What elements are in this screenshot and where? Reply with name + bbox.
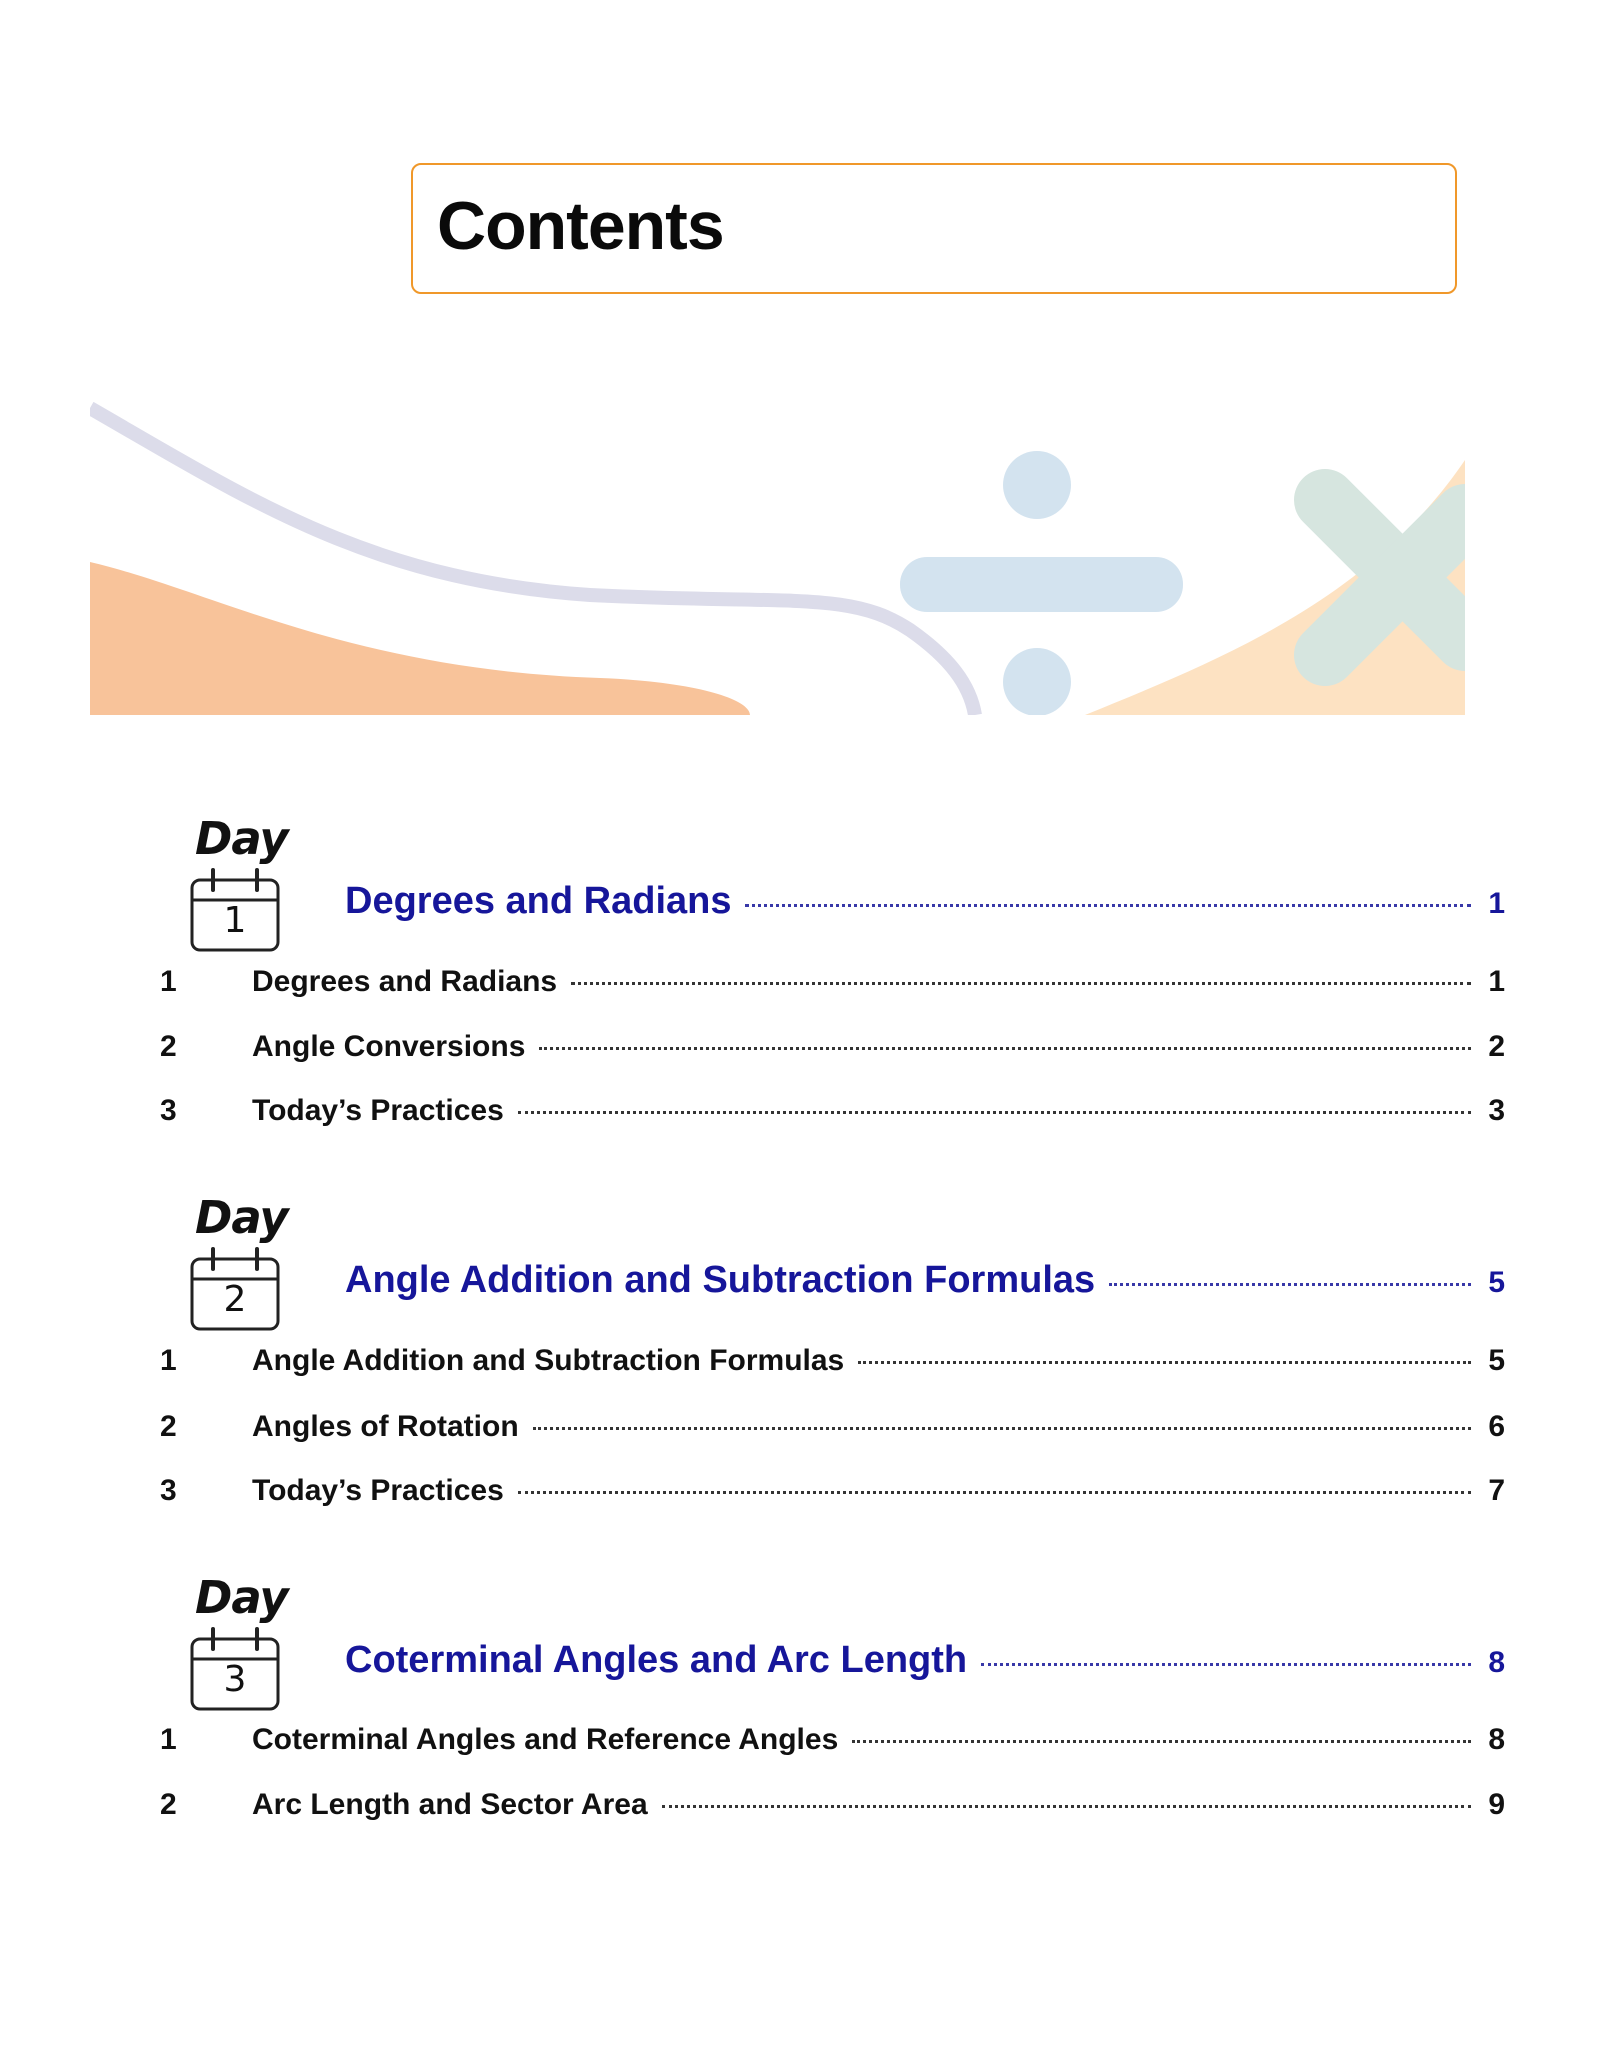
day-label: Day bbox=[195, 1571, 288, 1624]
day-number: 1 bbox=[223, 900, 247, 941]
item-label: Angles of Rotation bbox=[252, 1410, 519, 1443]
divide-icon bbox=[900, 451, 1183, 715]
item-number: 1 bbox=[160, 1344, 177, 1377]
item-label: Coterminal Angles and Reference Angles bbox=[252, 1723, 839, 1756]
item-page-number: 5 bbox=[1488, 1344, 1505, 1377]
item-label: Degrees and Radians bbox=[252, 965, 558, 998]
chapter-page-number: 5 bbox=[1488, 1266, 1505, 1299]
chapter-title: Angle Addition and Subtraction Formulas bbox=[345, 1259, 1096, 1301]
item-number: 1 bbox=[160, 1723, 177, 1756]
dot-leader bbox=[745, 904, 1471, 907]
orange-wave-left bbox=[90, 562, 750, 715]
item-label: Angle Conversions bbox=[252, 1030, 526, 1063]
item-page-number: 2 bbox=[1488, 1030, 1505, 1063]
dot-leader bbox=[662, 1805, 1471, 1808]
day-label: Day bbox=[195, 1191, 288, 1244]
dot-leader bbox=[981, 1663, 1471, 1666]
day-label: Day bbox=[195, 812, 288, 865]
contents-title-box bbox=[411, 163, 1457, 294]
day-3-section bbox=[0, 1559, 1600, 1729]
chapter-page-number: 1 bbox=[1488, 887, 1505, 920]
item-label: Today’s Practices bbox=[252, 1094, 504, 1127]
item-page-number: 3 bbox=[1488, 1094, 1505, 1127]
item-label: Angle Addition and Subtraction Formulas bbox=[252, 1344, 845, 1377]
day-2-section bbox=[0, 1179, 1600, 1349]
day-number: 3 bbox=[223, 1659, 247, 1700]
item-number: 1 bbox=[160, 965, 177, 998]
decorative-banner bbox=[90, 400, 1465, 715]
item-number: 3 bbox=[160, 1474, 177, 1507]
dot-leader bbox=[1109, 1283, 1471, 1286]
day-1-section bbox=[0, 800, 1600, 970]
item-page-number: 1 bbox=[1488, 965, 1505, 998]
item-label: Arc Length and Sector Area bbox=[252, 1788, 648, 1821]
dot-leader bbox=[858, 1361, 1471, 1364]
dot-leader bbox=[852, 1740, 1471, 1743]
dot-leader bbox=[539, 1047, 1471, 1050]
page-title: Contents bbox=[437, 188, 724, 264]
dot-leader bbox=[571, 982, 1471, 985]
item-page-number: 6 bbox=[1488, 1410, 1505, 1443]
chapter-page-number: 8 bbox=[1488, 1646, 1505, 1679]
item-number: 2 bbox=[160, 1410, 177, 1443]
item-number: 3 bbox=[160, 1094, 177, 1127]
chapter-title: Coterminal Angles and Arc Length bbox=[345, 1639, 968, 1681]
dot-leader bbox=[533, 1427, 1471, 1430]
day-number: 2 bbox=[223, 1279, 247, 1320]
item-number: 2 bbox=[160, 1788, 177, 1821]
item-number: 2 bbox=[160, 1030, 177, 1063]
dot-leader bbox=[518, 1111, 1471, 1114]
item-label: Today’s Practices bbox=[252, 1474, 504, 1507]
chapter-title: Degrees and Radians bbox=[345, 880, 732, 922]
item-page-number: 9 bbox=[1488, 1788, 1505, 1821]
item-page-number: 8 bbox=[1488, 1723, 1505, 1756]
dot-leader bbox=[518, 1491, 1471, 1494]
item-page-number: 7 bbox=[1488, 1474, 1505, 1507]
